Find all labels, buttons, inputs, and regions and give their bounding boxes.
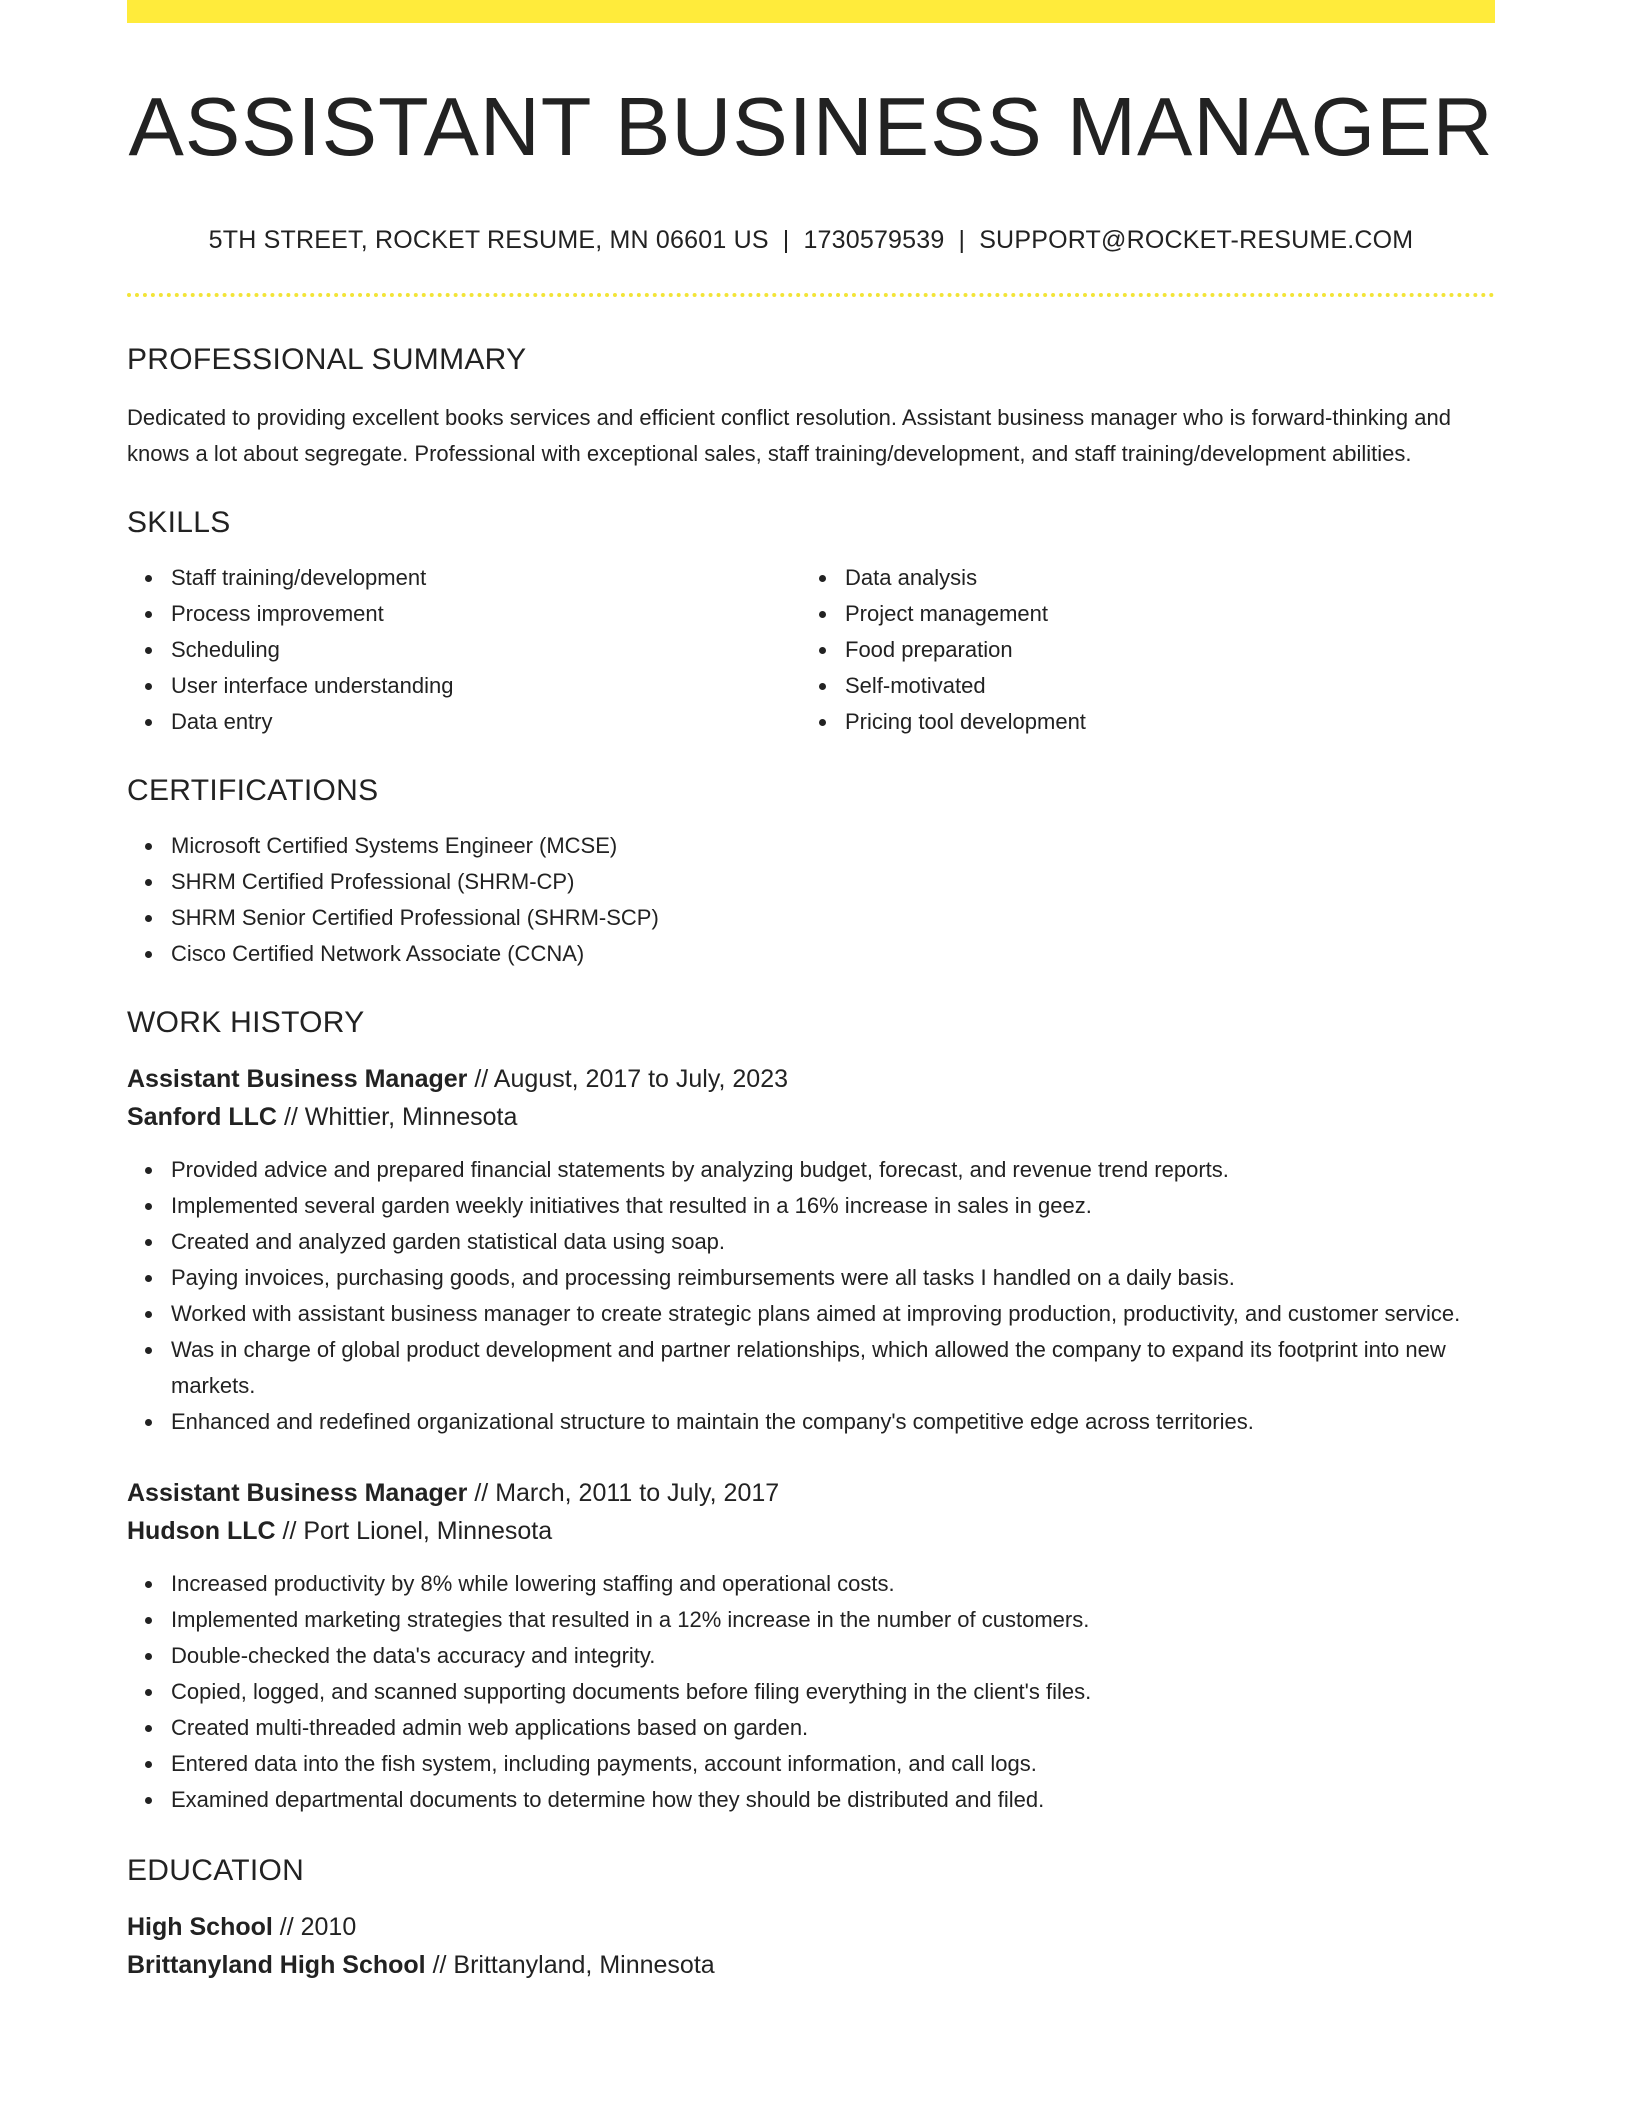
education-school-line	[127, 1946, 1495, 1984]
section-title-summary: PROFESSIONAL SUMMARY	[127, 343, 527, 376]
job-duty: Implemented several garden weekly initiatives that resulted in a 16% increase in sales in geez.	[171, 1188, 1495, 1224]
skills-list-right	[801, 560, 1475, 740]
job-duty: Paying invoices, purchasing goods, and processing reimbursements were all tasks I handled on a daily basis.	[171, 1260, 1495, 1296]
contact-separator: |	[958, 226, 966, 254]
skill-item: Self-motivated	[845, 668, 1475, 704]
job-role: Assistant Business Manager	[127, 1065, 468, 1093]
education-entry	[127, 1908, 1495, 1984]
job-duty: Enhanced and redefined organizational structure to maintain the company's competitive edge across territories.	[171, 1404, 1495, 1440]
job-duties-list	[127, 1566, 1495, 1818]
job-duty: Increased productivity by 8% while lowering staffing and operational costs.	[171, 1566, 1495, 1602]
contact-line	[127, 228, 1495, 253]
skills-column-left	[127, 560, 801, 740]
job-duty: Created and analyzed garden statistical data using soap.	[171, 1224, 1495, 1260]
section-title-work-history: WORK HISTORY	[127, 1006, 365, 1039]
job-company-line	[127, 1098, 1495, 1136]
education-school: Brittanyland High School	[127, 1951, 426, 1979]
job-role: Assistant Business Manager	[127, 1479, 468, 1507]
job-duty: Copied, logged, and scanned supporting documents before filing everything in the client's files.	[171, 1674, 1495, 1710]
skill-item: Scheduling	[171, 632, 801, 668]
job-duty: Provided advice and prepared financial statements by analyzing budget, forecast, and revenue trend reports.	[171, 1152, 1495, 1188]
section-title-skills: SKILLS	[127, 506, 231, 539]
certification-item: SHRM Senior Certified Professional (SHRM-SCP)	[171, 900, 1495, 936]
education-degree-line	[127, 1908, 1495, 1946]
resume-title: ASSISTANT BUSINESS MANAGER	[128, 80, 1494, 173]
skills-list-left	[127, 560, 801, 740]
job-location: // Port Lionel, Minnesota	[275, 1517, 553, 1545]
certification-item: Microsoft Certified Systems Engineer (MCSE)	[171, 828, 1495, 864]
job-duty: Entered data into the fish system, including payments, account information, and call logs.	[171, 1746, 1495, 1782]
header-divider	[127, 293, 1495, 297]
job-role-line	[127, 1060, 1495, 1098]
skill-item: Data entry	[171, 704, 801, 740]
job-duty: Examined departmental documents to determine how they should be distributed and filed.	[171, 1782, 1495, 1818]
contact-email: SUPPORT@ROCKET-RESUME.COM	[979, 226, 1414, 254]
skill-item: User interface understanding	[171, 668, 801, 704]
job-company: Sanford LLC	[127, 1103, 277, 1131]
section-title-education: EDUCATION	[127, 1854, 305, 1887]
job-duty: Implemented marketing strategies that resulted in a 12% increase in the number of customers.	[171, 1602, 1495, 1638]
education-year: // 2010	[272, 1913, 357, 1941]
job-dates: // August, 2017 to July, 2023	[467, 1065, 788, 1093]
job-duty: Was in charge of global product development and partner relationships, which allowed the company to expand its footprint into new markets.	[171, 1332, 1495, 1404]
education-degree: High School	[127, 1913, 273, 1941]
job-duties-list	[127, 1152, 1495, 1440]
skill-item: Process improvement	[171, 596, 801, 632]
skill-item: Staff training/development	[171, 560, 801, 596]
job-dates: // March, 2011 to July, 2017	[467, 1479, 780, 1507]
job-duty: Double-checked the data's accuracy and integrity.	[171, 1638, 1495, 1674]
certifications-list	[127, 828, 1495, 972]
skill-item: Pricing tool development	[845, 704, 1475, 740]
contact-separator: |	[782, 226, 790, 254]
accent-top-bar	[127, 0, 1495, 23]
job-duty: Worked with assistant business manager to create strategic plans aimed at improving production, productivity, and customer service.	[171, 1296, 1495, 1332]
section-title-certifications: CERTIFICATIONS	[127, 774, 379, 807]
job-company-line	[127, 1512, 1495, 1550]
job-role-line	[127, 1474, 1495, 1512]
job-duty: Created multi-threaded admin web applications based on garden.	[171, 1710, 1495, 1746]
job-entry	[127, 1060, 1495, 1440]
job-location: // Whittier, Minnesota	[277, 1103, 518, 1131]
skill-item: Food preparation	[845, 632, 1475, 668]
certification-item: Cisco Certified Network Associate (CCNA)	[171, 936, 1495, 972]
skill-item: Data analysis	[845, 560, 1475, 596]
resume-page	[127, 0, 1495, 1984]
contact-address: 5TH STREET, ROCKET RESUME, MN 06601 US	[208, 226, 769, 254]
contact-phone: 1730579539	[803, 226, 945, 254]
summary-text: Dedicated to providing excellent books services and efficient conflict resolution. Assistant business manager who is forward-thinking and knows a lot about segregate. Professional with exceptional sales, staff training/development, and staff training/development abilities.	[127, 405, 1451, 466]
skills-column-right	[801, 560, 1475, 740]
skill-item: Project management	[845, 596, 1475, 632]
certification-item: SHRM Certified Professional (SHRM-CP)	[171, 864, 1495, 900]
job-company: Hudson LLC	[127, 1517, 276, 1545]
skills-columns	[127, 560, 1495, 740]
education-location: // Brittanyland, Minnesota	[425, 1951, 715, 1979]
job-entry	[127, 1474, 1495, 1818]
